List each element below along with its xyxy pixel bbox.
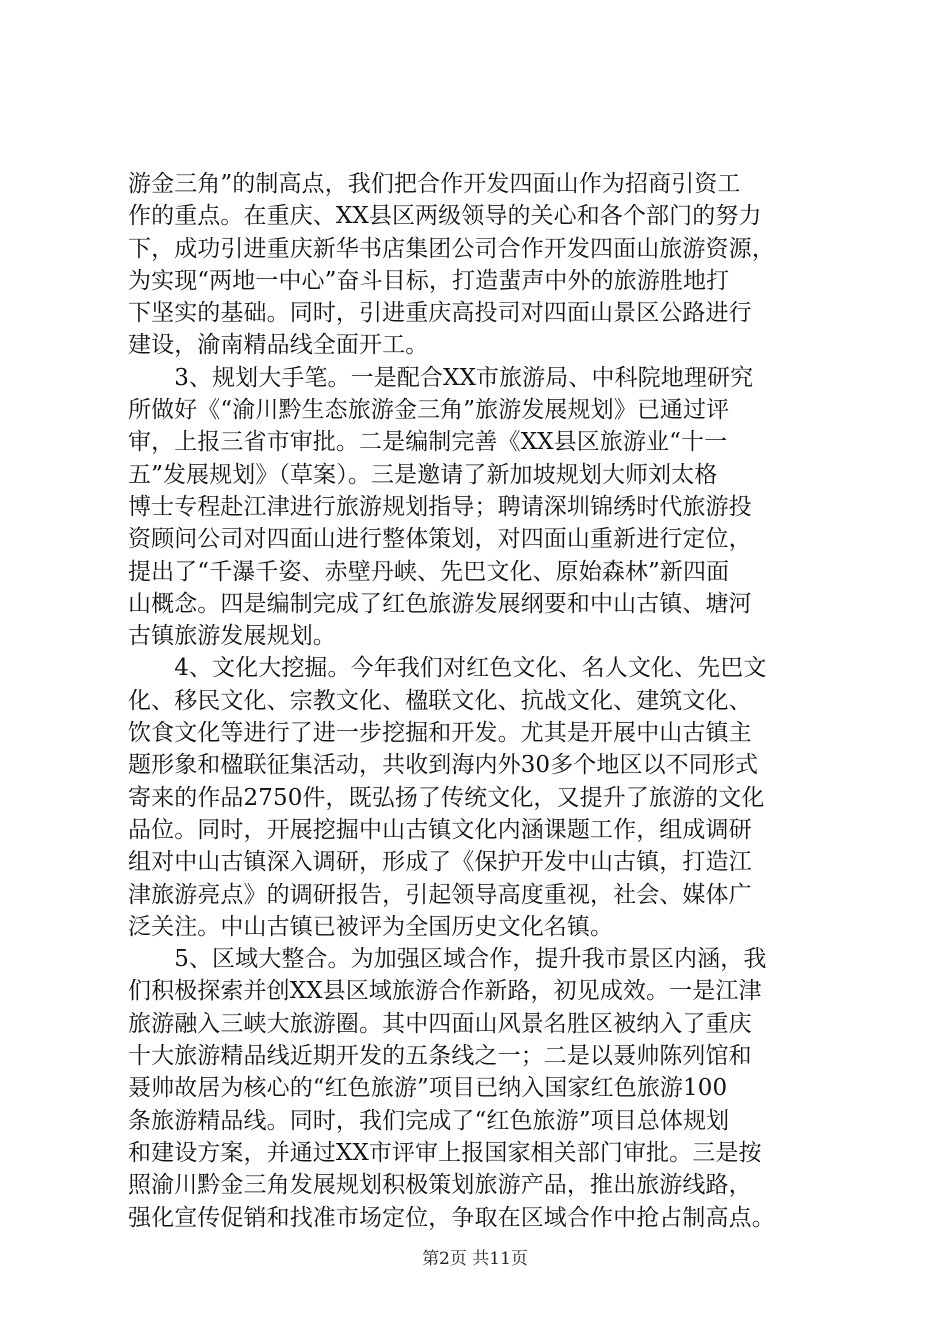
text-line: 作的重点。在重庆、XX县区两级领导的关心和各个部门的努力 (128, 203, 762, 230)
page-number-footer: 第2页 共11页 (422, 1249, 528, 1269)
text-line: 化、移民文化、宗教文化、楹联文化、抗战文化、建筑文化、 (128, 687, 752, 714)
text-line: 组对中山古镇深入调研，形成了《保护开发中山古镇，打造江 (128, 849, 752, 876)
text-line: 题形象和楹联征集活动，共收到海内外30多个地区以不同形式 (128, 752, 759, 779)
text-line: 泛关注。中山古镇已被评为全国历史文化名镇。 (128, 913, 614, 940)
text-line: 五”发展规划》（草案）。三是邀请了新加坡规划大师刘太格 (128, 461, 718, 488)
text-line: 5、区域大整合。为加强区域合作，提升我市景区内涵，我 (128, 946, 767, 973)
text-line: 山概念。四是编制完成了红色旅游发展纲要和中山古镇、塘河 (128, 590, 752, 617)
text-line: 3、规划大手笔。一是配合XX市旅游局、中科院地理研究 (128, 364, 754, 391)
text-line: 审，上报三省市审批。二是编制完善《XX县区旅游业“十一 (128, 429, 728, 456)
text-line: 古镇旅游发展规划。 (128, 623, 336, 650)
body-text (128, 168, 840, 1234)
text-line: 下坚实的基础。同时，引进重庆高投司对四面山景区公路进行 (128, 300, 752, 327)
text-line: 津旅游亮点》的调研报告，引起领导高度重视，社会、媒体广 (128, 881, 752, 908)
text-line: 博士专程赴江津进行旅游规划指导；聘请深圳锦绣时代旅游投 (128, 493, 752, 520)
text-line: 和建设方案，并通过XX市评审上报国家相关部门审批。三是按 (128, 1139, 762, 1166)
text-line: 游金三角”的制高点，我们把合作开发四面山作为招商引资工 (128, 171, 741, 197)
text-line: 条旅游精品线。同时，我们完成了“红色旅游”项目总体规划 (128, 1107, 730, 1134)
text-line: 们积极探索并创XX县区域旅游合作新路，初见成效。一是江津 (128, 978, 762, 1005)
text-line: 品位。同时，开展挖掘中山古镇文化内涵课题工作，组成调研 (128, 816, 752, 843)
text-line: 为实现“两地一中心”奋斗目标，打造蜚声中外的旅游胜地打 (128, 267, 730, 294)
text-line: 资顾问公司对四面山进行整体策划，对四面山重新进行定位， (128, 526, 752, 553)
text-line: 聂帅故居为核心的“红色旅游”项目已纳入国家红色旅游100 (128, 1075, 728, 1102)
text-line: 下，成功引进重庆新华书店集团公司合作开发四面山旅游资源， (128, 235, 775, 262)
text-line: 强化宣传促销和找准市场定位，争取在区域合作中抢占制高点。 (128, 1204, 775, 1231)
text-line: 建设，渝南精品线全面开工。 (128, 332, 429, 359)
text-line: 饮食文化等进行了进一步挖掘和开发。尤其是开展中山古镇主 (128, 720, 752, 747)
text-line: 提出了“千瀑千姿、赤壁丹峡、先巴文化、原始森林”新四面 (128, 558, 730, 585)
text-line: 照渝川黔金三角发展规划积极策划旅游产品，推出旅游线路， (128, 1172, 752, 1199)
text-line: 寄来的作品2750件，既弘扬了传统文化，又提升了旅游的文化 (128, 784, 765, 811)
text-line: 十大旅游精品线近期开发的五条线之一；二是以聂帅陈列馆和 (128, 1043, 752, 1070)
text-line: 4、文化大挖掘。今年我们对红色文化、名人文化、先巴文 (128, 655, 767, 682)
text-line: 所做好《“渝川黔生态旅游金三角”旅游发展规划》已通过评 (128, 397, 730, 424)
text-line: 旅游融入三峡大旅游圈。其中四面山风景名胜区被纳入了重庆 (128, 1010, 752, 1037)
